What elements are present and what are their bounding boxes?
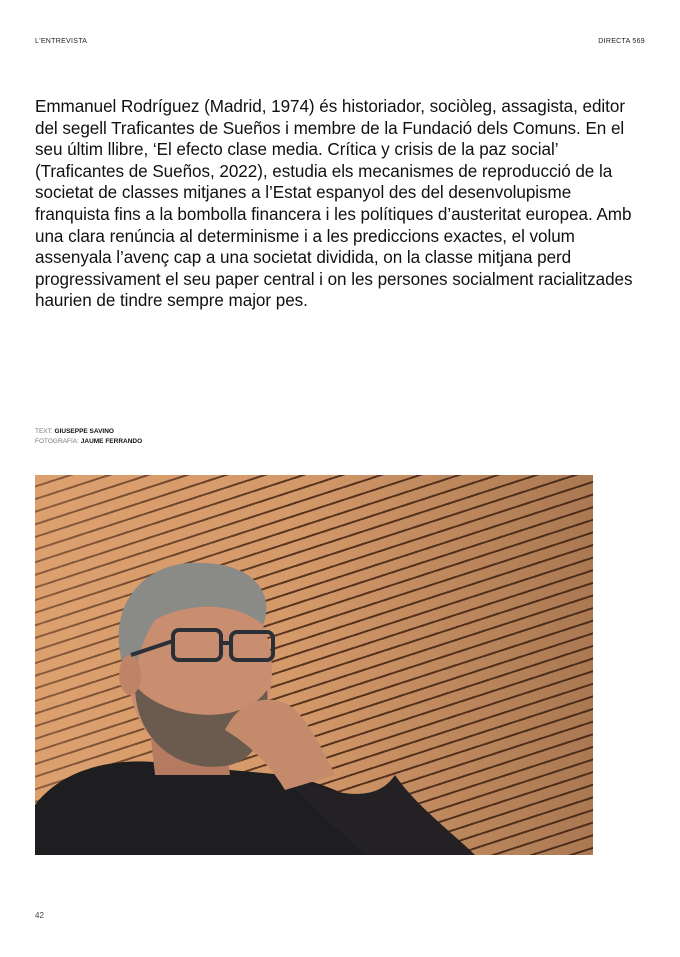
photo-credit (35, 437, 142, 447)
photo-credit-author: JAUME FERRANDO (80, 438, 143, 445)
issue-label: DIRECTA 569 (598, 38, 645, 45)
text-credit-label: TEXT: (35, 428, 53, 435)
text-credit-author: GIUSEPPE SAVINO (54, 428, 114, 435)
intro-paragraph: Emmanuel Rodríguez (Madrid, 1974) és historiador, sociòleg, assagista, editor del segell Traficantes de Sueños i membre de la Fundació dels Comuns. En el seu últim llibre, ‘El efecto clase media. Crítica y crisis de la paz social’ (Traficantes de Sueños, 2022), estudia els mecanismes de reproducció de la societat de classes mitjanes a l’Estat espanyol des del desenvolupisme franquista fins a la bombolla financera i les polítiques d’austeritat europea. Amb una clara renúncia al determinisme i a les prediccions exactes, el volum assenyala l’avenç cap a una societat dividida, on la classe mitjana perd progressivament el seu paper central i on les persones socialment racialitzades haurien de tindre sempre major pes. (35, 97, 633, 311)
photo-credit-label: FOTOGRAFIA: (35, 438, 79, 445)
credits (35, 427, 142, 447)
portrait-photo (35, 475, 593, 855)
text-credit (35, 427, 142, 437)
portrait-figure (35, 475, 593, 855)
ear-shape (119, 655, 141, 695)
section-label: L'ENTREVISTA (35, 38, 88, 45)
page-number: 42 (35, 911, 44, 920)
